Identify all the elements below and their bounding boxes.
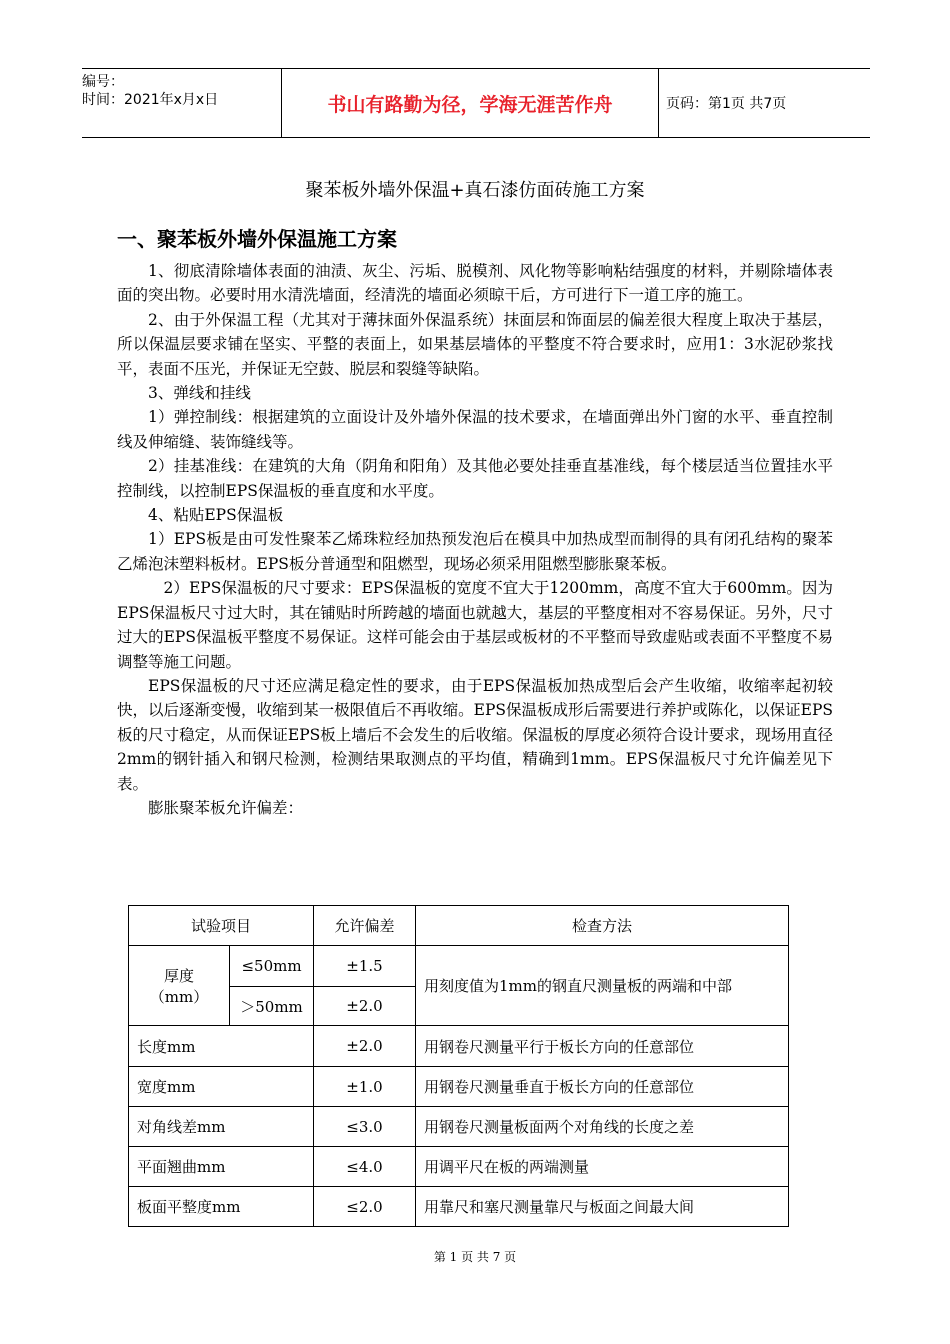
table-row [129,1187,789,1227]
deviation-table [128,905,789,1227]
section-title: 一、聚苯板外墙外保温施工方案 [117,227,397,251]
page-header [82,68,870,138]
table-row [129,946,789,987]
row-deviation: ≤2.0 [314,1187,416,1227]
row-deviation: ±1.0 [314,1067,416,1107]
header-test-item: 试验项目 [129,906,314,946]
row-item: 板面平整度mm [129,1187,314,1227]
paragraph: 1）弹控制线：根据建筑的立面设计及外墙外保温的技术要求，在墙面弹出外门窗的水平、垂直控制线及伸缩缝、装饰缝线等。 [117,408,833,451]
thickness-sub-large: ＞50mm [230,987,314,1026]
header-page-info: 页码：第1页 共7页 [666,96,787,112]
table-row [129,1107,789,1147]
row-deviation: ±2.0 [314,1026,416,1067]
thickness-label [129,946,230,1026]
row-method: 用钢卷尺测量板面两个对角线的长度之差 [416,1107,789,1147]
thickness-deviation-small: ±1.5 [314,946,416,987]
table-row [129,1026,789,1067]
paragraph: 1）EPS板是由可发性聚苯乙烯珠粒经加热预发泡后在模具中加热成型而制得的具有闭孔结构的聚苯乙烯泡沫塑料板材。EPS板分普通型和阻燃型，现场必须采用阻燃型膨胀聚苯板。 [117,530,833,573]
paragraph: 1、彻底清除墙体表面的油渍、灰尘、污垢、脱模剂、风化物等影响粘结强度的材料，并剔除墙体表面的突出物。必要时用水清洗墙面，经清洗的墙面必须晾干后，方可进行下一道工序的施工。 [117,262,833,305]
row-method: 用靠尺和塞尺测量靠尺与板面之间最大间 [416,1187,789,1227]
row-item: 宽度mm [129,1067,314,1107]
document-number-label: 编号： [82,74,124,90]
table-row [129,1067,789,1107]
thickness-deviation-large: ±2.0 [314,987,416,1026]
document-date: 时间：2021年x月x日 [82,92,219,108]
paragraph: 3、弹线和挂线 [148,384,251,403]
paragraph: 2、由于外保温工程（尤其对于薄抹面外保温系统）抹面层和饰面层的偏差很大程度上取决于基层，所以保温层要求铺在坚实、平整的表面上，如果基层墙体的平整度不符合要求时，应用1：3水泥砂浆找平，表面不压光，并保证无空鼓、脱层和裂缝等缺陷。 [117,310,833,378]
table-row [129,1147,789,1187]
page-footer: 第 1 页 共 7 页 [433,1250,517,1264]
row-item: 平面翘曲mm [129,1147,314,1187]
paragraph: 4、粘贴EPS保温板 [148,506,284,525]
table-header-row [129,906,789,946]
header-method: 检查方法 [416,906,789,946]
thickness-method: 用刻度值为1mm的钢直尺测量板的两端和中部 [416,946,789,1026]
paragraph: 2）挂基准线：在建筑的大角（阴角和阳角）及其他必要处挂垂直基准线，每个楼层适当位置挂水平控制线，以控制EPS保温板的垂直度和水平度。 [117,457,833,500]
paragraph: 2）EPS保温板的尺寸要求：EPS保温板的宽度不宜大于1200mm，高度不宜大于600mm。因为EPS保温板尺寸过大时，其在铺贴时所跨越的墙面也就越大，基层的平整度相对不容易保证。另外，尺寸过大的EPS保温板平整度不易保证。这样可能会由于基层或板材的不平整而导致虚贴或表面不平整度不易调整等施工问题。 [117,579,833,671]
table-caption: 膨胀聚苯板允许偏差： [148,798,304,817]
thickness-sub-small: ≤50mm [230,946,314,987]
row-item: 长度mm [129,1026,314,1067]
row-deviation: ≤4.0 [314,1147,416,1187]
header-motto: 书山有路勤为径，学海无涯苦作舟 [281,69,659,137]
row-method: 用钢卷尺测量平行于板长方向的任意部位 [416,1026,789,1067]
paragraph: EPS保温板的尺寸还应满足稳定性的要求，由于EPS保温板加热成型后会产生收缩，收缩率起初较快，以后逐渐变慢，收缩到某一极限值后不再收缩。EPS保温板成形后需要进行养护或陈化，以保证EPS板的尺寸稳定，从而保证EPS板上墙后不会发生的后收缩。保温板的厚度必须符合设计要求，现场用直径2mm的钢针插入和钢尺检测，检测结果取测点的平均值，精确到1mm。EPS保温板尺寸允许偏差见下表。 [117,676,833,793]
thickness-label-line1: 厚度 [163,966,194,985]
document-title: 聚苯板外墙外保温+真石漆仿面砖施工方案 [305,180,645,201]
row-method: 用调平尺在板的两端测量 [416,1147,789,1187]
thickness-label-line2: （mm） [149,987,209,1006]
document-body [117,259,833,820]
header-deviation: 允许偏差 [314,906,416,946]
row-deviation: ≤3.0 [314,1107,416,1147]
row-method: 用钢卷尺测量垂直于板长方向的任意部位 [416,1067,789,1107]
row-item: 对角线差mm [129,1107,314,1147]
header-left-cell [82,69,280,137]
